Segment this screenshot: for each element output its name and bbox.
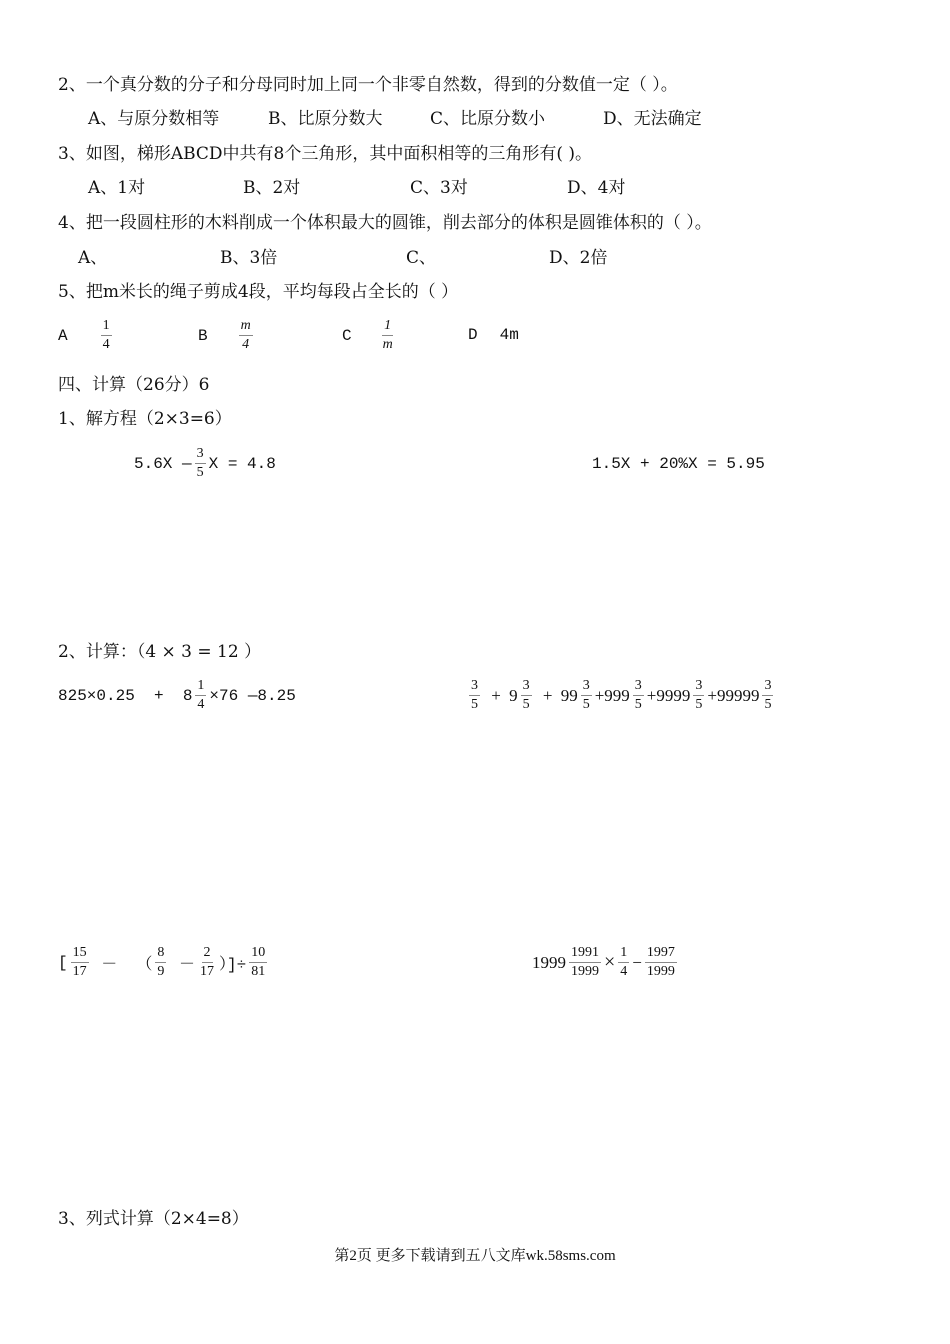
section-4-part-1-title: 1、解方程（2×3=6） [58, 409, 232, 429]
question-5-option-b [198, 318, 256, 353]
fraction [469, 678, 480, 713]
section-4-part-2-title: 2、计算：（4 × 3 = 12 ） [58, 642, 262, 662]
numerator: 15 [71, 945, 89, 963]
question-2-option-a: A、与原分数相等 [88, 109, 220, 129]
fraction [633, 678, 644, 713]
denominator: 5 [582, 697, 590, 712]
question-4-option-d: D、2倍 [549, 248, 608, 268]
denominator: 17 [72, 964, 87, 979]
page-footer: 第2页 更多下载请到五八文库wk.58sms.com [334, 1248, 616, 1264]
question-5-option-c [342, 318, 398, 353]
bracket-open: [ [58, 953, 68, 972]
numerator: 10 [249, 945, 267, 963]
denominator: 5 [522, 697, 530, 712]
question-5-option-a [58, 318, 115, 353]
equation-2 [592, 455, 765, 473]
denominator: 1999 [646, 964, 675, 979]
numerator: 1 [618, 945, 629, 963]
mixed-number [656, 678, 707, 713]
mixed-number [717, 678, 777, 713]
question-4-option-a: A、 [78, 248, 108, 268]
numerator: 3 [521, 678, 532, 696]
operator: + [707, 685, 717, 705]
equation-2-text: 1.5X + 20%X = 5.95 [592, 455, 765, 473]
numerator: 3 [633, 678, 644, 696]
numerator: 8 [155, 945, 166, 963]
denominator: 5 [695, 697, 703, 712]
fraction [693, 678, 704, 713]
denominator: 5 [764, 697, 772, 712]
numerator: 1991 [569, 945, 601, 963]
operator: − [632, 952, 642, 972]
numerator: 2 [202, 945, 213, 963]
calc-expression-3 [58, 945, 270, 980]
operator: + [646, 685, 657, 705]
mixed-number [509, 678, 535, 713]
option-letter: C [342, 326, 352, 345]
denominator: 4 [102, 337, 110, 352]
question-5-option-d [468, 326, 519, 344]
question-2-option-d: D、无法确定 [603, 109, 702, 129]
whole-part: 9 [509, 685, 518, 705]
whole-part: 999 [604, 685, 630, 705]
equation-1-left: 5.6X — [134, 454, 192, 473]
question-4-option-b: B、3倍 [220, 248, 278, 268]
question-3-option-b: B、2对 [243, 178, 301, 198]
question-5-stem: 5、把m米长的绳子剪成4段，平均每段占全长的（ ） [58, 282, 459, 302]
fraction [381, 318, 395, 353]
fraction [239, 318, 253, 353]
fraction [618, 945, 629, 980]
fraction [569, 945, 601, 980]
denominator: 17 [200, 964, 215, 979]
question-3-option-c: C、3对 [410, 178, 468, 198]
question-3-option-a: A、1对 [88, 178, 146, 198]
question-4-option-c: C、 [406, 248, 437, 268]
expression-1-right: ×76 —8.25 [209, 686, 296, 705]
operator: － [169, 956, 196, 974]
equation-1 [134, 446, 276, 481]
denominator: 4 [197, 697, 205, 712]
bracket-close: ）]÷ [219, 956, 247, 974]
question-3-stem: 3、如图，梯形ABCD中共有8个三角形，其中面积相等的三角形有( )。 [58, 144, 593, 164]
numerator: 1 [382, 318, 393, 336]
fraction [101, 318, 112, 353]
question-4-stem: 4、把一段圆柱形的木料削成一个体积最大的圆锥，削去部分的体积是圆锥体积的（ ）。 [58, 213, 712, 233]
operator: － （ [91, 956, 153, 974]
mixed-number [604, 678, 647, 713]
denominator: 4 [620, 964, 628, 979]
operator: × [604, 951, 616, 973]
calc-expression-2 [466, 678, 776, 713]
fraction [645, 945, 677, 980]
fraction [198, 945, 216, 980]
option-letter: B [198, 326, 208, 345]
question-2-option-b: B、比原分数大 [268, 109, 383, 129]
calc-expression-1 [58, 678, 296, 713]
option-letter: A [58, 326, 68, 345]
denominator: 5 [196, 465, 204, 480]
question-2-option-c: C、比原分数小 [430, 109, 546, 129]
numerator: 1 [101, 318, 112, 336]
denominator: 81 [251, 964, 266, 979]
denominator: 5 [634, 697, 642, 712]
calc-expression-4 [532, 945, 680, 980]
operator: + [487, 685, 506, 705]
fraction [521, 678, 532, 713]
section-4-title: 四、计算（26分）6 [58, 375, 210, 395]
denominator: 5 [471, 697, 478, 712]
numerator: 3 [693, 678, 704, 696]
whole-part: 99999 [716, 685, 760, 705]
whole-part: 1999 [532, 952, 566, 972]
question-3-option-d: D、4对 [567, 178, 626, 198]
operator: + [538, 685, 557, 705]
numerator: 3 [762, 678, 773, 696]
fraction [195, 446, 206, 481]
fraction [71, 945, 89, 980]
whole-part: 9999 [656, 685, 691, 705]
fraction [762, 678, 773, 713]
expression-1-left: 825×0.25 + 8 [58, 686, 193, 705]
numerator: m [239, 318, 253, 336]
option-value: 4m [499, 326, 519, 344]
fraction [155, 945, 166, 980]
denominator: m [382, 337, 393, 352]
numerator: 3 [581, 678, 592, 696]
numerator: 3 [195, 446, 206, 464]
option-letter: D [468, 326, 478, 344]
section-4-part-3-title: 3、列式计算（2×4=8） [58, 1209, 249, 1229]
operator: + [594, 685, 605, 705]
numerator: 3 [469, 678, 480, 696]
numerator: 1997 [645, 945, 677, 963]
question-2-stem: 2、一个真分数的分子和分母同时加上同一个非零自然数，得到的分数值一定（ ）。 [58, 75, 678, 95]
denominator: 4 [242, 337, 250, 352]
denominator: 9 [157, 964, 165, 979]
equation-1-right: X = 4.8 [208, 454, 276, 473]
whole-part: 99 [560, 685, 578, 705]
mixed-number [466, 678, 483, 713]
mixed-number [561, 678, 595, 713]
numerator: 1 [195, 678, 206, 696]
fraction [581, 678, 592, 713]
fraction [249, 945, 267, 980]
denominator: 1999 [571, 964, 599, 979]
fraction [195, 678, 206, 713]
